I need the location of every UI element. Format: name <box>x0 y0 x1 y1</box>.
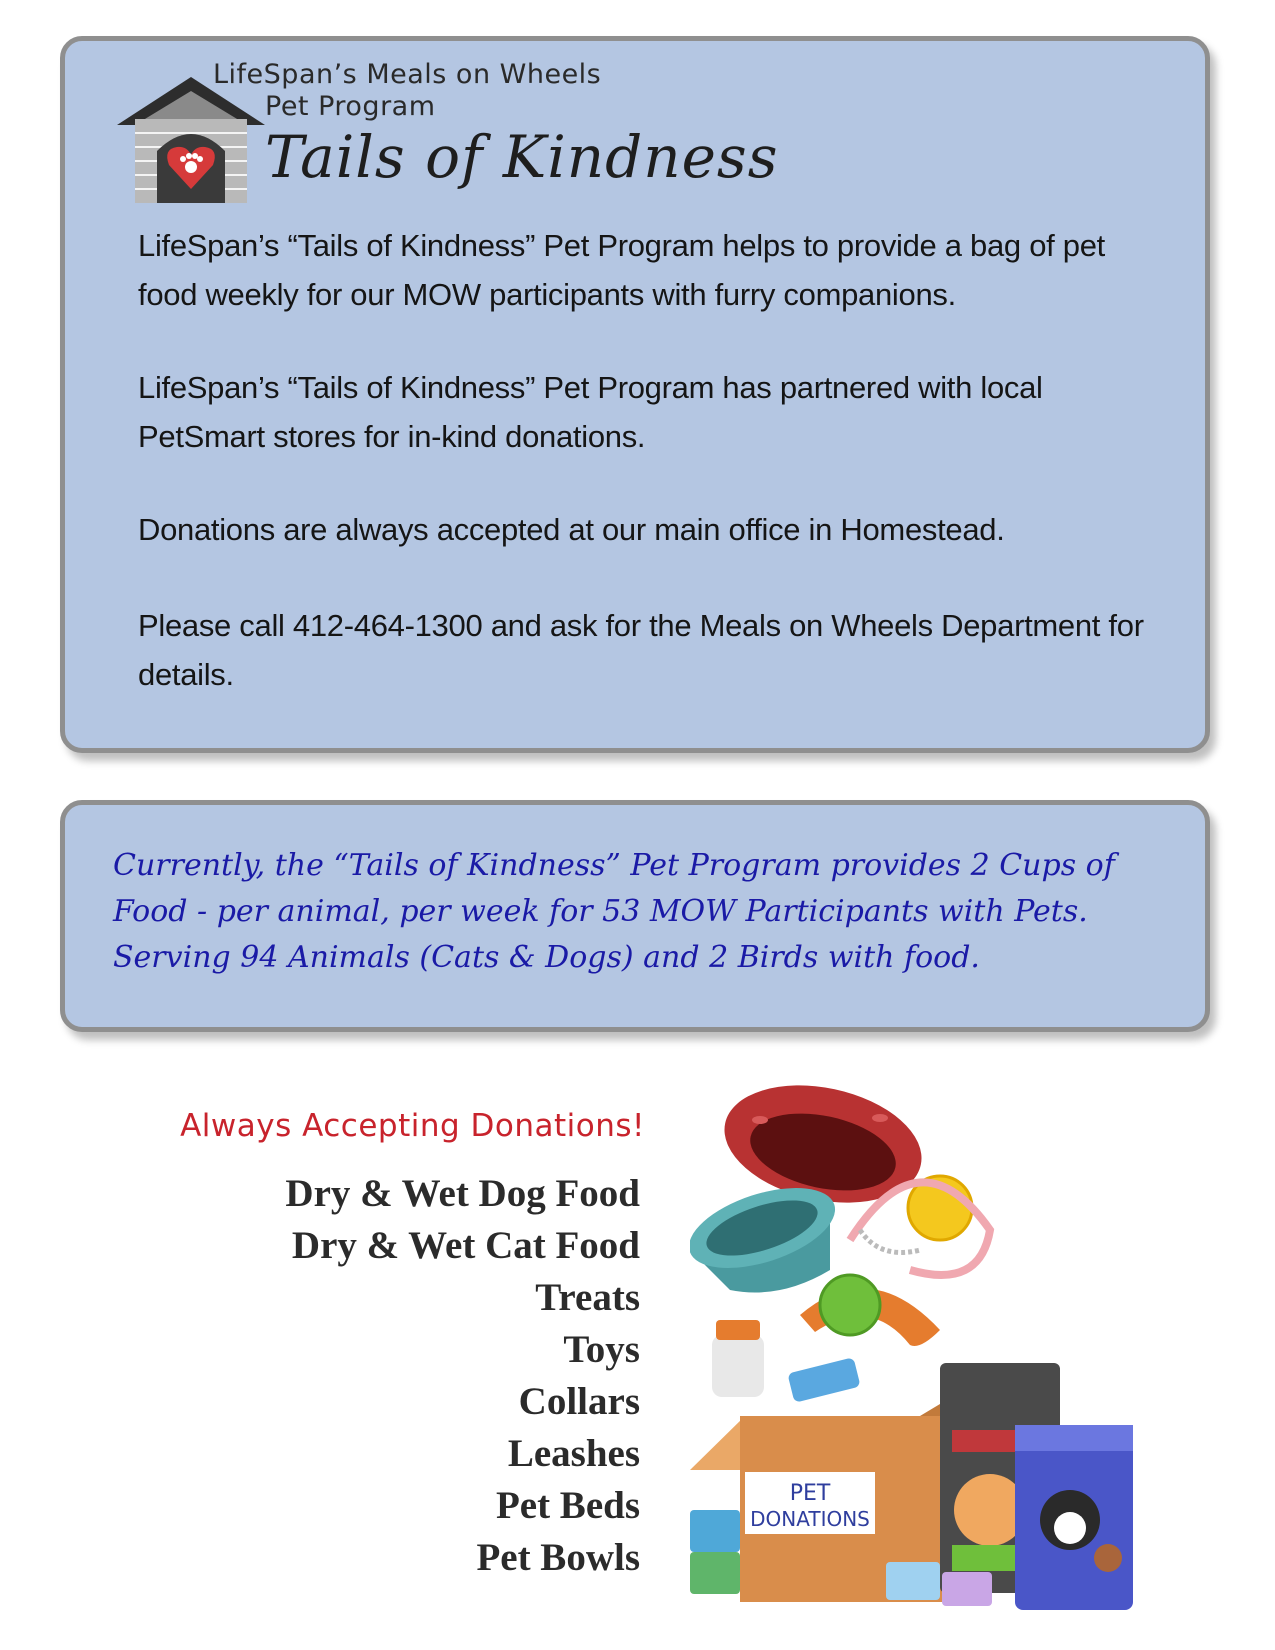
list-item: Toys <box>563 1328 640 1371</box>
list-item: Treats <box>535 1276 640 1319</box>
cat-food-can-icon <box>787 1357 860 1403</box>
org-name-line2: Pet Program <box>265 91 436 122</box>
list-item: Dry & Wet Cat Food <box>291 1224 640 1267</box>
green-ball-icon <box>820 1275 880 1335</box>
paragraph-petsmart-partner: LifeSpan’s “Tails of Kindness” Pet Program has partnered with local PetSmart stores for in-kind donations. <box>138 370 1043 454</box>
program-stats-card <box>60 800 1210 1032</box>
list-item: Dry & Wet Dog Food <box>285 1172 640 1215</box>
paragraph-donations-office: Donations are always accepted at our main office in Homestead. <box>138 512 1005 547</box>
list-item: Leashes <box>507 1432 640 1475</box>
doghouse-heart-logo-icon <box>117 77 265 203</box>
treat-jar-icon <box>712 1320 764 1397</box>
org-name-line1: LifeSpan’s Meals on Wheels <box>213 59 602 90</box>
paragraph-contact-phone: Please call 412-464-1300 and ask for the Meals on Wheels Department for details. <box>138 608 1144 692</box>
cat-food-bag-icon <box>1015 1425 1133 1610</box>
pet-donations-illustration <box>690 1080 1170 1620</box>
donation-items-list <box>150 1168 640 1584</box>
paragraph-pet-food: LifeSpan’s “Tails of Kindness” Pet Program helps to provide a bag of pet food weekly for our MOW participants with furry companions. <box>138 228 1105 312</box>
list-item: Collars <box>518 1380 640 1423</box>
accepting-donations-heading: Always Accepting Donations! <box>180 1108 645 1144</box>
list-item: Pet Bowls <box>476 1536 640 1579</box>
box-label-line2: DONATIONS <box>750 1507 870 1531</box>
program-stats-text: Currently, the “Tails of Kindness” Pet Program provides 2 Cups of Food - per animal, per week for 53 MOW Participants with Pets. Serving 94 Animals (Cats & Dogs) and 2 Birds with food. <box>113 848 1115 975</box>
program-title: Tails of Kindness <box>265 123 779 191</box>
box-label-line1: PET <box>789 1481 831 1506</box>
program-info-card <box>60 36 1210 753</box>
list-item: Pet Beds <box>495 1484 640 1527</box>
